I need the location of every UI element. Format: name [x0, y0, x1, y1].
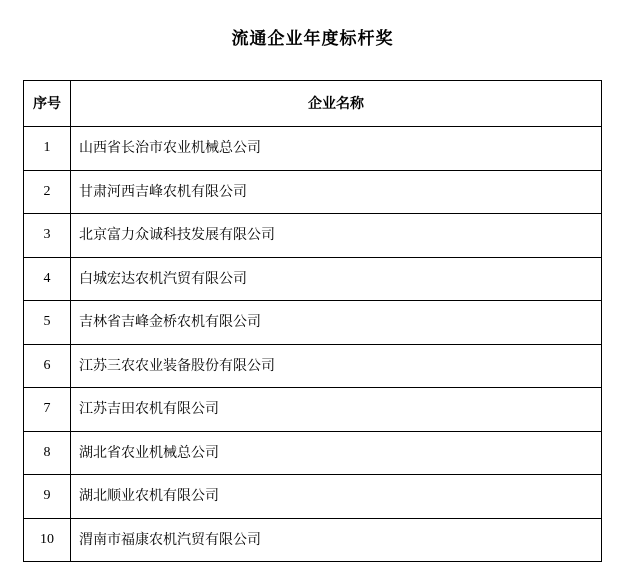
- row-index: 8: [24, 431, 71, 475]
- award-table: [23, 80, 602, 562]
- table-row: [24, 170, 602, 214]
- table-row: [24, 301, 602, 345]
- row-index: 4: [24, 257, 71, 301]
- column-header-index: 序号: [24, 81, 71, 127]
- row-index: 10: [24, 518, 71, 562]
- table-row: [24, 127, 602, 171]
- row-index: 9: [24, 475, 71, 519]
- company-name: 甘肃河西吉峰农机有限公司: [71, 170, 602, 214]
- company-name: 渭南市福康农机汽贸有限公司: [71, 518, 602, 562]
- table-header-row: [24, 81, 602, 127]
- row-index: 5: [24, 301, 71, 345]
- company-name: 白城宏达农机汽贸有限公司: [71, 257, 602, 301]
- table-row: [24, 518, 602, 562]
- company-name: 吉林省吉峰金桥农机有限公司: [71, 301, 602, 345]
- company-name: 江苏吉田农机有限公司: [71, 388, 602, 432]
- company-name: 江苏三农农业装备股份有限公司: [71, 344, 602, 388]
- company-name: 湖北省农业机械总公司: [71, 431, 602, 475]
- row-index: 1: [24, 127, 71, 171]
- company-name: 湖北顺业农机有限公司: [71, 475, 602, 519]
- company-name: 北京富力众诚科技发展有限公司: [71, 214, 602, 258]
- table-row: [24, 214, 602, 258]
- table-row: [24, 388, 602, 432]
- company-name: 山西省长治市农业机械总公司: [71, 127, 602, 171]
- table-row: [24, 475, 602, 519]
- table-row: [24, 344, 602, 388]
- column-header-name: 企业名称: [71, 81, 602, 127]
- table-row: [24, 431, 602, 475]
- row-index: 6: [24, 344, 71, 388]
- row-index: 3: [24, 214, 71, 258]
- page-title: 流通企业年度标杆奖: [231, 29, 394, 49]
- table-row: [24, 257, 602, 301]
- row-index: 2: [24, 170, 71, 214]
- row-index: 7: [24, 388, 71, 432]
